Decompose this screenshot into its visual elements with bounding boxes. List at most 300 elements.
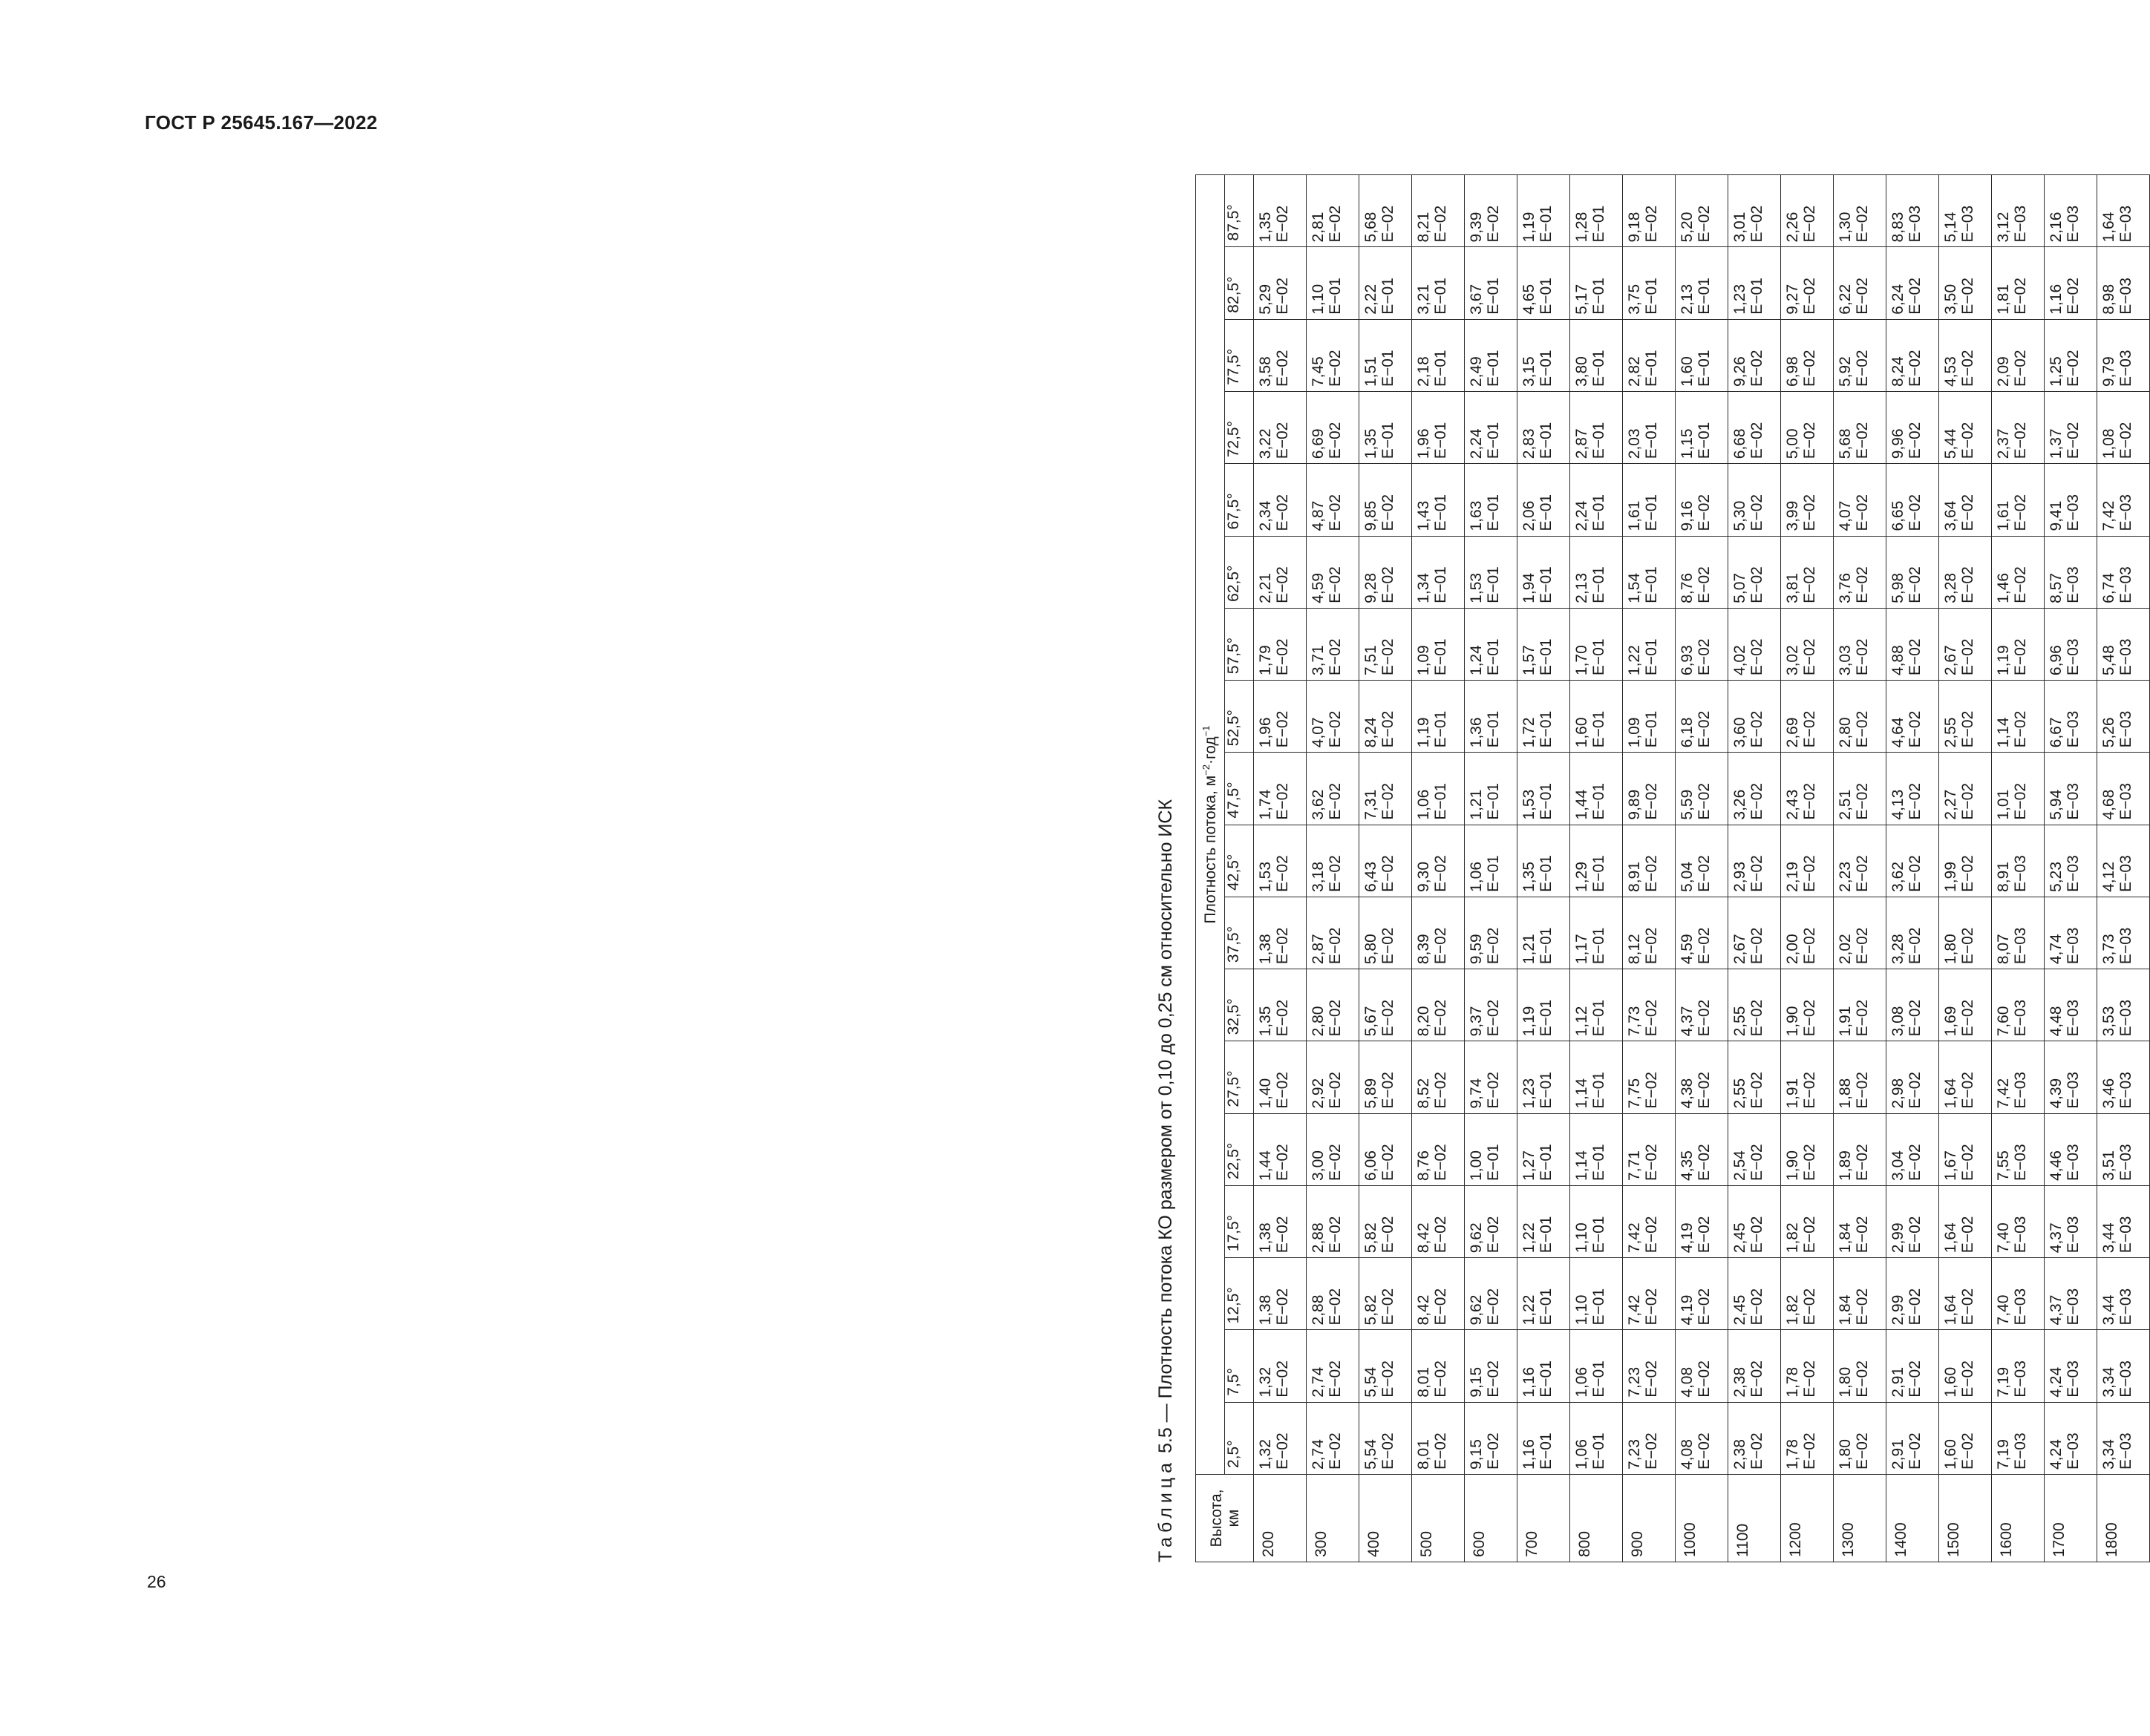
flux-value-cell <box>1834 1041 1886 1113</box>
mantissa: 1,16 <box>2048 284 2065 315</box>
mantissa: 2,99 <box>1889 1222 1906 1254</box>
exponent: E−02 <box>1432 855 1449 892</box>
flux-value-cell <box>1992 897 2045 969</box>
mantissa: 2,51 <box>1837 789 1854 820</box>
flux-value-cell <box>1307 969 1359 1041</box>
flux-value-cell <box>1886 1402 1939 1474</box>
mantissa: 7,19 <box>1995 1366 2012 1398</box>
flux-value-cell <box>1834 1113 1886 1185</box>
exponent: E−02 <box>1748 710 1765 748</box>
mantissa: 1,70 <box>1573 645 1590 676</box>
flux-value-cell <box>1992 1330 2045 1402</box>
exponent: E−02 <box>1643 1144 1660 1181</box>
exponent: E−02 <box>1327 350 1344 387</box>
flux-value-cell <box>1781 319 1834 391</box>
exponent: E−02 <box>1748 855 1765 892</box>
exponent: E−02 <box>1643 1288 1660 1326</box>
exponent: E−02 <box>2065 278 2082 315</box>
exponent: E−02 <box>1854 1216 1871 1254</box>
column-header: 47,5° <box>1225 753 1254 825</box>
mantissa: 3,28 <box>1889 934 1906 965</box>
mantissa: 1,78 <box>1784 1439 1801 1470</box>
exponent: E−02 <box>1274 638 1291 676</box>
flux-value-cell <box>1886 1113 1939 1185</box>
flux-value-cell <box>2045 247 2097 319</box>
mantissa: 5,44 <box>1942 428 1959 459</box>
flux-value-cell <box>1359 681 1412 753</box>
exponent: E−02 <box>1801 927 1818 965</box>
flux-value-cell <box>1307 681 1359 753</box>
mantissa: 4,74 <box>2048 934 2065 965</box>
mantissa: 5,00 <box>1784 428 1801 459</box>
flux-value-cell <box>1834 247 1886 319</box>
exponent: E−02 <box>1748 205 1765 243</box>
exponent: E−02 <box>1801 566 1818 603</box>
flux-value-cell <box>1781 681 1834 753</box>
mantissa: 2,98 <box>1889 1078 1906 1109</box>
flux-value-cell <box>1254 247 1307 319</box>
flux-value-cell <box>1728 1330 1781 1402</box>
exponent: E−03 <box>2117 999 2134 1037</box>
mantissa: 8,42 <box>1415 1222 1432 1254</box>
exponent: E−01 <box>1590 927 1607 965</box>
mantissa: 1,08 <box>2100 428 2117 459</box>
exponent: E−02 <box>1432 205 1449 243</box>
mantissa: 4,07 <box>1310 717 1327 748</box>
exponent: E−02 <box>1854 927 1871 965</box>
flux-value-cell <box>1992 536 2045 608</box>
flux-value-cell <box>1676 969 1728 1041</box>
mantissa: 1,81 <box>1995 284 2012 315</box>
flux-value-cell <box>1781 608 1834 680</box>
mantissa: 2,34 <box>1257 500 1274 531</box>
exponent: E−02 <box>1959 422 1976 459</box>
mantissa: 1,84 <box>1837 1294 1854 1326</box>
mantissa: 7,40 <box>1995 1222 2012 1254</box>
flux-density-header-sup2: −1 <box>1200 725 1212 737</box>
page-number: 26 <box>147 1572 166 1591</box>
exponent: E−02 <box>1643 1216 1660 1254</box>
mantissa: 4,37 <box>2048 1222 2065 1254</box>
exponent: E−02 <box>1854 999 1871 1037</box>
exponent: E−02 <box>1379 1432 1396 1470</box>
exponent: E−02 <box>1854 1144 1871 1181</box>
height-cell: 200 <box>1254 1475 1307 1562</box>
exponent: E−01 <box>1590 782 1607 820</box>
flux-value-cell <box>1307 897 1359 969</box>
exponent: E−02 <box>1274 1360 1291 1398</box>
flux-value-cell <box>1570 1258 1623 1330</box>
mantissa: 8,24 <box>1889 356 1906 387</box>
mantissa: 1,82 <box>1784 1222 1801 1254</box>
mantissa: 1,61 <box>1626 500 1643 531</box>
flux-value-cell <box>1359 969 1412 1041</box>
flux-value-cell <box>2045 753 2097 825</box>
mantissa: 2,81 <box>1310 212 1327 243</box>
flux-value-cell <box>1412 536 1465 608</box>
exponent: E−03 <box>2012 1072 2029 1109</box>
exponent: E−03 <box>2065 782 2082 820</box>
exponent: E−02 <box>1643 855 1660 892</box>
mantissa: 2,88 <box>1310 1222 1327 1254</box>
exponent: E−01 <box>1485 710 1502 748</box>
exponent: E−02 <box>1643 927 1660 965</box>
height-cell: 500 <box>1412 1475 1465 1562</box>
mantissa: 4,88 <box>1889 645 1906 676</box>
mantissa: 3,58 <box>1257 356 1274 387</box>
flux-value-cell <box>1517 608 1570 680</box>
flux-value-cell <box>1939 536 1992 608</box>
exponent: E−02 <box>1274 1288 1291 1326</box>
flux-value-cell <box>1834 392 1886 464</box>
flux-value-cell <box>1254 608 1307 680</box>
mantissa: 1,88 <box>1837 1078 1854 1109</box>
exponent: E−02 <box>1327 710 1344 748</box>
table-caption <box>1143 799 1188 1562</box>
flux-density-header-text: Плотность потока, м <box>1201 775 1219 924</box>
exponent: E−03 <box>2012 1216 2029 1254</box>
flux-value-cell <box>1307 753 1359 825</box>
flux-value-cell <box>1781 1330 1834 1402</box>
flux-value-cell <box>1886 753 1939 825</box>
exponent: E−01 <box>1432 638 1449 676</box>
table-row <box>2045 175 2097 1562</box>
exponent: E−03 <box>2012 999 2029 1037</box>
rotated-table-block <box>1143 78 2134 1562</box>
flux-value-cell <box>1992 464 2045 536</box>
flux-value-cell <box>1570 897 1623 969</box>
flux-value-cell <box>1254 319 1307 391</box>
flux-value-cell <box>1623 608 1676 680</box>
flux-value-cell <box>1254 969 1307 1041</box>
exponent: E−02 <box>1748 1072 1765 1109</box>
mantissa: 1,06 <box>1468 862 1485 892</box>
exponent: E−02 <box>1327 855 1344 892</box>
exponent: E−02 <box>1801 422 1818 459</box>
mantissa: 6,24 <box>1889 284 1906 315</box>
mantissa: 1,10 <box>1573 1222 1590 1254</box>
flux-value-cell <box>1465 1113 1517 1185</box>
exponent: E−02 <box>1379 710 1396 748</box>
mantissa: 7,40 <box>1995 1294 2012 1326</box>
mantissa: 4,24 <box>2048 1439 2065 1470</box>
flux-value-cell <box>1676 608 1728 680</box>
exponent: E−02 <box>1274 999 1291 1037</box>
exponent: E−02 <box>2012 710 2029 748</box>
flux-value-cell <box>2097 897 2150 969</box>
flux-value-cell <box>1254 1258 1307 1330</box>
flux-value-cell <box>1570 175 1623 247</box>
exponent: E−02 <box>1643 1360 1660 1398</box>
mantissa: 1,51 <box>1362 356 1379 387</box>
exponent: E−01 <box>1485 638 1502 676</box>
mantissa: 3,50 <box>1942 284 1959 315</box>
exponent: E−02 <box>1379 1216 1396 1254</box>
mantissa: 1,89 <box>1837 1150 1854 1181</box>
exponent: E−02 <box>1801 1432 1818 1470</box>
flux-value-cell <box>1676 1258 1728 1330</box>
exponent: E−01 <box>1590 1216 1607 1254</box>
mantissa: 9,85 <box>1362 500 1379 531</box>
flux-value-cell <box>1517 969 1570 1041</box>
exponent: E−03 <box>2065 855 2082 892</box>
flux-value-cell <box>1623 1330 1676 1402</box>
mantissa: 7,51 <box>1362 645 1379 676</box>
exponent: E−02 <box>1274 494 1291 531</box>
flux-value-cell <box>1517 1113 1570 1185</box>
flux-value-cell <box>1728 536 1781 608</box>
flux-value-cell <box>1412 753 1465 825</box>
exponent: E−03 <box>2117 710 2134 748</box>
exponent: E−02 <box>1327 422 1344 459</box>
flux-value-cell <box>1465 175 1517 247</box>
flux-density-header-sup1: −2 <box>1200 764 1212 776</box>
exponent: E−02 <box>1748 1360 1765 1398</box>
flux-value-cell <box>1939 608 1992 680</box>
exponent: E−01 <box>1485 566 1502 603</box>
flux-value-cell <box>1623 825 1676 897</box>
exponent: E−02 <box>1748 1144 1765 1181</box>
flux-value-cell <box>1570 753 1623 825</box>
exponent: E−02 <box>1854 494 1871 531</box>
flux-value-cell <box>1412 175 1465 247</box>
flux-value-cell <box>1359 536 1412 608</box>
exponent: E−02 <box>1485 1216 1502 1254</box>
mantissa: 1,09 <box>1626 717 1643 748</box>
mantissa: 6,65 <box>1889 500 1906 531</box>
mantissa: 4,19 <box>1679 1222 1696 1254</box>
exponent: E−03 <box>2065 1432 2082 1470</box>
mantissa: 2,18 <box>1415 356 1432 387</box>
mantissa: 7,60 <box>1995 1006 2012 1037</box>
exponent: E−02 <box>1379 1072 1396 1109</box>
flux-value-cell <box>1307 1330 1359 1402</box>
exponent: E−02 <box>1801 494 1818 531</box>
flux-value-cell <box>1412 319 1465 391</box>
mantissa: 4,07 <box>1837 500 1854 531</box>
height-header: Высота, км <box>1196 1475 1254 1562</box>
flux-value-cell <box>1254 753 1307 825</box>
exponent: E−02 <box>1379 205 1396 243</box>
exponent: E−01 <box>1432 566 1449 603</box>
flux-value-cell <box>1412 1041 1465 1113</box>
mantissa: 5,92 <box>1837 356 1854 387</box>
exponent: E−02 <box>2012 278 2029 315</box>
flux-value-cell <box>1517 247 1570 319</box>
mantissa: 1,06 <box>1415 789 1432 820</box>
exponent: E−02 <box>1801 1288 1818 1326</box>
mantissa: 4,35 <box>1679 1150 1696 1181</box>
exponent: E−02 <box>1801 638 1818 676</box>
exponent: E−01 <box>1432 350 1449 387</box>
column-header: 32,5° <box>1225 969 1254 1041</box>
mantissa: 3,53 <box>2100 1006 2117 1037</box>
flux-value-cell <box>1359 1258 1412 1330</box>
flux-value-cell <box>2097 536 2150 608</box>
exponent: E−01 <box>1538 638 1555 676</box>
mantissa: 1,14 <box>1573 1150 1590 1181</box>
exponent: E−02 <box>1327 205 1344 243</box>
flux-value-cell <box>1254 464 1307 536</box>
exponent: E−02 <box>1327 1072 1344 1109</box>
flux-value-cell <box>1254 1402 1307 1474</box>
exponent: E−01 <box>1643 710 1660 748</box>
flux-value-cell <box>1465 247 1517 319</box>
mantissa: 5,98 <box>1889 572 1906 603</box>
flux-value-cell <box>2097 681 2150 753</box>
mantissa: 5,94 <box>2048 789 2065 820</box>
mantissa: 2,45 <box>1731 1222 1748 1254</box>
mantissa: 1,36 <box>1468 717 1485 748</box>
mantissa: 2,91 <box>1889 1439 1906 1470</box>
flux-value-cell <box>1517 1258 1570 1330</box>
exponent: E−03 <box>2117 1288 2134 1326</box>
flux-value-cell <box>1412 1402 1465 1474</box>
exponent: E−02 <box>1854 350 1871 387</box>
mantissa: 1,64 <box>1942 1078 1959 1109</box>
mantissa: 2,67 <box>1731 934 1748 965</box>
flux-value-cell <box>1886 464 1939 536</box>
mantissa: 7,42 <box>1626 1294 1643 1326</box>
exponent: E−02 <box>1274 422 1291 459</box>
mantissa: 4,68 <box>2100 789 2117 820</box>
exponent: E−03 <box>2012 1432 2029 1470</box>
height-cell: 600 <box>1465 1475 1517 1562</box>
mantissa: 1,22 <box>1520 1222 1538 1254</box>
exponent: E−02 <box>1327 494 1344 531</box>
mantissa: 2,38 <box>1731 1439 1748 1470</box>
mantissa: 2,37 <box>1995 428 2012 459</box>
flux-value-cell <box>1676 536 1728 608</box>
exponent: E−02 <box>1854 855 1871 892</box>
exponent: E−02 <box>1906 638 1924 676</box>
mantissa: 3,03 <box>1837 645 1854 676</box>
height-cell: 1400 <box>1886 1475 1939 1562</box>
exponent: E−03 <box>2065 927 2082 965</box>
exponent: E−02 <box>1696 1360 1713 1398</box>
exponent: E−02 <box>2012 782 2029 820</box>
flux-value-cell <box>1676 1113 1728 1185</box>
flux-value-cell <box>2045 536 2097 608</box>
flux-value-cell <box>1465 1185 1517 1257</box>
column-header: 52,5° <box>1225 681 1254 753</box>
mantissa: 1,15 <box>1679 428 1696 459</box>
exponent: E−02 <box>1432 1072 1449 1109</box>
mantissa: 1,72 <box>1520 717 1538 748</box>
flux-value-cell <box>1886 247 1939 319</box>
flux-value-cell <box>1781 175 1834 247</box>
table-row <box>1676 175 1728 1562</box>
exponent: E−01 <box>1590 855 1607 892</box>
exponent: E−02 <box>1959 1360 1976 1398</box>
flux-value-cell <box>1728 681 1781 753</box>
exponent: E−03 <box>1959 205 1976 243</box>
column-header: 22,5° <box>1225 1113 1254 1185</box>
exponent: E−02 <box>1854 205 1871 243</box>
exponent: E−03 <box>2012 1360 2029 1398</box>
flux-value-cell <box>1307 825 1359 897</box>
mantissa: 2,83 <box>1520 428 1538 459</box>
mantissa: 8,01 <box>1415 1366 1432 1398</box>
mantissa: 4,37 <box>1679 1006 1696 1037</box>
flux-value-cell <box>1517 1185 1570 1257</box>
exponent: E−02 <box>1801 1144 1818 1181</box>
exponent: E−02 <box>1959 278 1976 315</box>
mantissa: 3,02 <box>1784 645 1801 676</box>
exponent: E−02 <box>1906 350 1924 387</box>
flux-value-cell <box>1254 392 1307 464</box>
mantissa: 3,18 <box>1310 862 1327 892</box>
mantissa: 2,74 <box>1310 1439 1327 1470</box>
exponent: E−03 <box>2117 855 2134 892</box>
flux-value-cell <box>1676 1330 1728 1402</box>
mantissa: 8,76 <box>1415 1150 1432 1181</box>
mantissa: 3,15 <box>1520 356 1538 387</box>
exponent: E−03 <box>2065 1360 2082 1398</box>
flux-value-cell <box>1728 1041 1781 1113</box>
flux-value-cell <box>1307 464 1359 536</box>
mantissa: 6,18 <box>1679 717 1696 748</box>
exponent: E−01 <box>1432 278 1449 315</box>
height-cell: 400 <box>1359 1475 1412 1562</box>
flux-value-cell <box>1992 681 2045 753</box>
exponent: E−02 <box>1906 1288 1924 1326</box>
mantissa: 2,22 <box>1362 284 1379 315</box>
exponent: E−02 <box>1854 1072 1871 1109</box>
exponent: E−02 <box>1696 638 1713 676</box>
flux-value-cell <box>1359 464 1412 536</box>
column-header: 7,5° <box>1225 1330 1254 1402</box>
height-cell: 1600 <box>1992 1475 2045 1562</box>
mantissa: 7,73 <box>1626 1006 1643 1037</box>
exponent: E−02 <box>1748 494 1765 531</box>
mantissa: 1,96 <box>1257 717 1274 748</box>
exponent: E−03 <box>2117 278 2134 315</box>
mantissa: 6,06 <box>1362 1150 1379 1181</box>
exponent: E−02 <box>1379 1360 1396 1398</box>
exponent: E−02 <box>1432 999 1449 1037</box>
exponent: E−02 <box>1906 1144 1924 1181</box>
flux-value-cell <box>1676 897 1728 969</box>
exponent: E−02 <box>1274 278 1291 315</box>
height-cell: 1100 <box>1728 1475 1781 1562</box>
mantissa: 1,17 <box>1573 934 1590 965</box>
flux-value-cell <box>1465 825 1517 897</box>
flux-value-cell <box>1781 392 1834 464</box>
mantissa: 7,23 <box>1626 1439 1643 1470</box>
exponent: E−01 <box>1590 710 1607 748</box>
flux-value-cell <box>1886 175 1939 247</box>
mantissa: 2,21 <box>1257 572 1274 603</box>
mantissa: 2,38 <box>1731 1366 1748 1398</box>
exponent: E−02 <box>1854 566 1871 603</box>
height-cell: 1700 <box>2045 1475 2097 1562</box>
table-row <box>1623 175 1676 1562</box>
mantissa: 1,10 <box>1310 284 1327 315</box>
flux-value-cell <box>1517 319 1570 391</box>
column-header: 82,5° <box>1225 247 1254 319</box>
exponent: E−02 <box>1327 1360 1344 1398</box>
flux-value-cell <box>1623 1185 1676 1257</box>
mantissa: 9,15 <box>1468 1366 1485 1398</box>
flux-value-cell <box>1992 1185 2045 1257</box>
flux-value-cell <box>1676 1185 1728 1257</box>
caption-prefix: Таблица <box>1155 1458 1176 1562</box>
exponent: E−01 <box>1696 350 1713 387</box>
mantissa: 5,89 <box>1362 1078 1379 1109</box>
table-row <box>1359 175 1412 1562</box>
mantissa: 1,32 <box>1257 1439 1274 1470</box>
